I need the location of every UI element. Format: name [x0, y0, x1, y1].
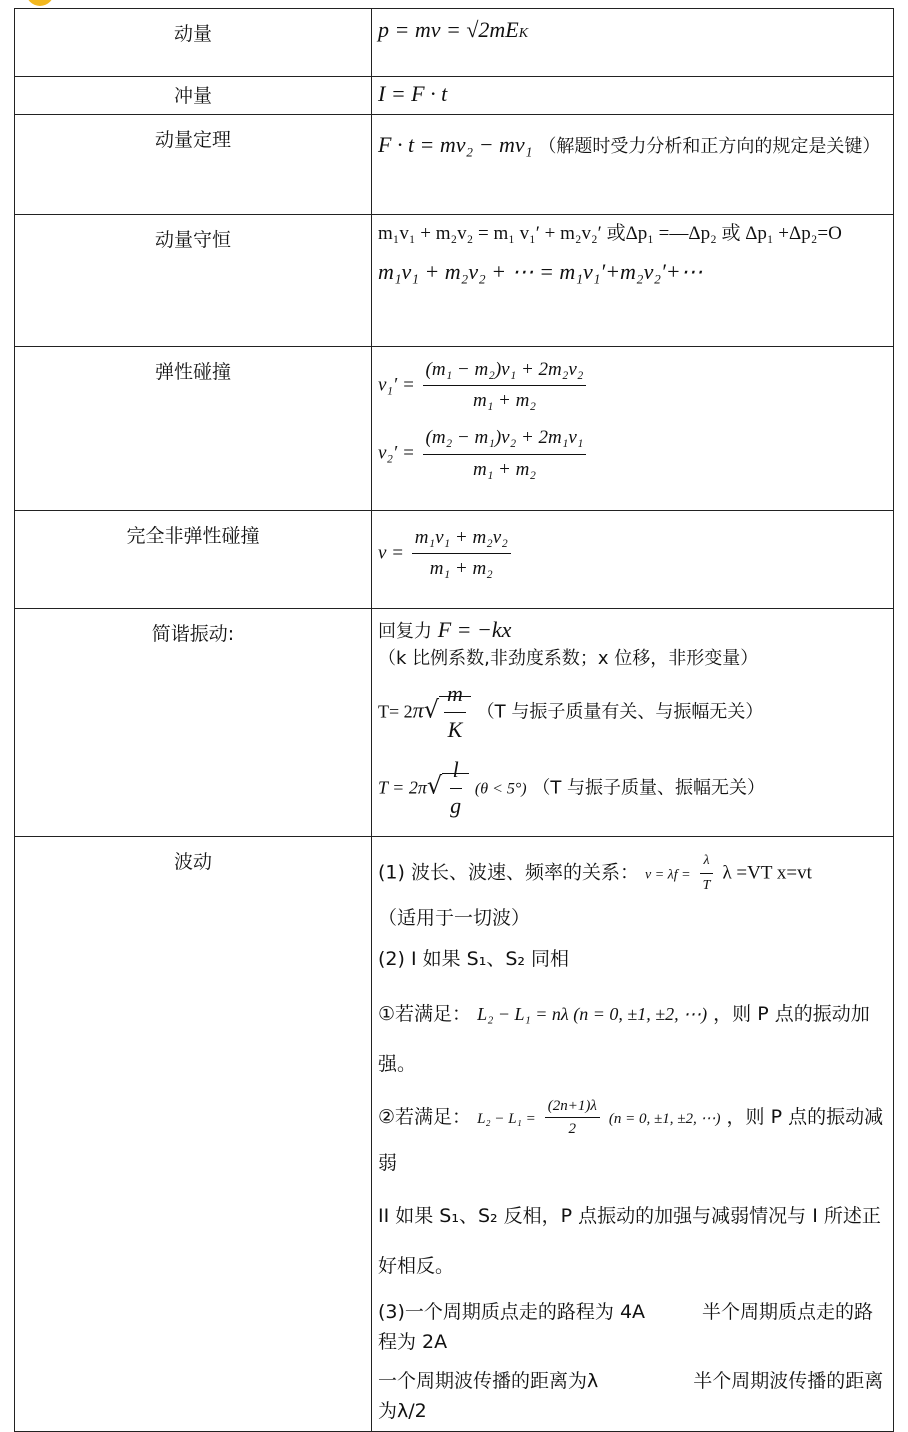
table-row — [15, 836, 894, 1431]
note-text: （k 比例系数,非劲度系数；x 位移，非形变量） — [378, 647, 759, 669]
fraction — [444, 679, 466, 746]
radical-sign: √ — [426, 771, 443, 800]
row-name: 冲量 — [15, 77, 372, 115]
row-name: 简谐振动: — [15, 608, 372, 836]
numerator: l — [450, 755, 462, 789]
formula-lhs: v = — [378, 542, 405, 564]
formula: F · t = mv₂ − mv₁ — [378, 131, 533, 157]
text: ，则 P 点的振动减弱 — [378, 1106, 884, 1174]
physics-formula-table — [14, 8, 894, 1432]
text: T= 2 — [378, 701, 413, 722]
row-name: 动量守恒 — [15, 214, 372, 346]
fraction — [700, 851, 714, 895]
formula: p = mv = √2mE — [378, 17, 519, 42]
text: (2) I 如果 S₁、S₂ 同相 — [378, 947, 570, 970]
text: ，则 P 点的振动加强。 — [378, 1003, 870, 1075]
numerator: m — [444, 679, 466, 713]
numerator: (m₂ − m₁)v₂ + 2m₁v₁ — [423, 425, 587, 455]
denominator: m₁ + m₂ — [429, 558, 493, 580]
text: ②若满足： — [378, 1106, 472, 1129]
row-name: 完全非弹性碰撞 — [15, 510, 372, 608]
formula: m₁v₁ + m₂v₂ + ⋯ = m₁v₁′+m₂v₂′+⋯ — [378, 259, 703, 285]
formula-lhs: v₁′ = — [378, 374, 415, 396]
fraction — [412, 525, 511, 583]
formula-cell — [372, 608, 894, 836]
formula-cell — [372, 114, 894, 214]
text: II 如果 S₁、S₂ 反相，P 点振动的加强与减弱情况与 I 所述正好相反。 — [378, 1205, 881, 1277]
formula-cell — [372, 346, 894, 510]
table-row — [15, 114, 894, 214]
row-name: 动量 — [15, 9, 372, 77]
formula-subscript: K — [518, 26, 529, 41]
note-text: （T 与振子质量、振幅无关） — [532, 777, 766, 799]
row-name: 波动 — [15, 836, 372, 1431]
denominator: g — [450, 793, 462, 819]
denominator: T — [702, 877, 711, 893]
fraction — [545, 1097, 600, 1138]
pi-symbol: π — [412, 697, 424, 723]
formula-cell — [372, 836, 894, 1431]
formula: L₂ − L₁ = nλ (n = 0, ±1, ±2, ⋯) — [477, 1004, 708, 1025]
formula-cell — [372, 214, 894, 346]
denominator: m₁ + m₂ — [472, 458, 536, 480]
formula: (n = 0, ±1, ±2, ⋯) — [608, 1111, 721, 1128]
text: 一个周期波传播的距离为λ 半个周期波传播的距离为λ/2 — [378, 1369, 884, 1423]
formula: L₂ − L₁ = — [477, 1111, 536, 1128]
table-row — [15, 9, 894, 77]
numerator: (2n+1)λ — [545, 1097, 600, 1118]
radical-sign: √ — [423, 695, 439, 724]
numerator: m₁v₁ + m₂v₂ — [412, 525, 511, 555]
denominator: K — [447, 716, 463, 742]
fraction — [447, 755, 464, 822]
denominator: m₁ + m₂ — [472, 390, 536, 412]
table-row — [15, 510, 894, 608]
formula-condition: (θ < 5°) — [474, 780, 527, 798]
text: λ =VT x=vt — [722, 862, 812, 884]
formula: I = F · t — [378, 81, 448, 106]
note-text: （解题时受力分析和正方向的规定是关键） — [538, 135, 881, 157]
formula: F = −kx — [437, 616, 512, 642]
table-row — [15, 214, 894, 346]
denominator: 2 — [568, 1121, 577, 1138]
table-row — [15, 608, 894, 836]
fraction — [423, 425, 587, 483]
text: (1) 波长、波速、频率的关系： — [378, 861, 639, 884]
formula-cell — [372, 9, 894, 77]
text: ①若满足： — [378, 1003, 472, 1026]
table-row — [15, 346, 894, 510]
formula: v = λf = — [645, 867, 691, 883]
conservation-line: m₁v₁ + m₂v₂ = m₁ v₁′ + m₂v₂′ 或Δp₁ =—Δp₂ 或 Δp₁ +Δp₂=O — [378, 222, 842, 244]
formula-cell — [372, 77, 894, 115]
fraction — [423, 357, 587, 415]
row-name: 弹性碰撞 — [15, 346, 372, 510]
numerator: λ — [700, 851, 712, 874]
formula-lhs: v₂′ = — [378, 442, 415, 464]
row-name: 动量定理 — [15, 114, 372, 214]
table-row — [15, 77, 894, 115]
text: (3)一个周期质点走的路程为 4A 半个周期质点走的路程为 2A — [378, 1301, 874, 1354]
formula-cell — [372, 510, 894, 608]
decorative-tab-shape — [26, 0, 54, 6]
numerator: (m₁ − m₂)v₁ + 2m₂v₂ — [423, 357, 587, 387]
note-text: （T 与振子质量有关、与振幅无关） — [476, 701, 764, 723]
text: （适用于一切波） — [378, 907, 531, 930]
formula: T = 2π — [378, 777, 427, 798]
text: 回复力 — [378, 620, 432, 642]
